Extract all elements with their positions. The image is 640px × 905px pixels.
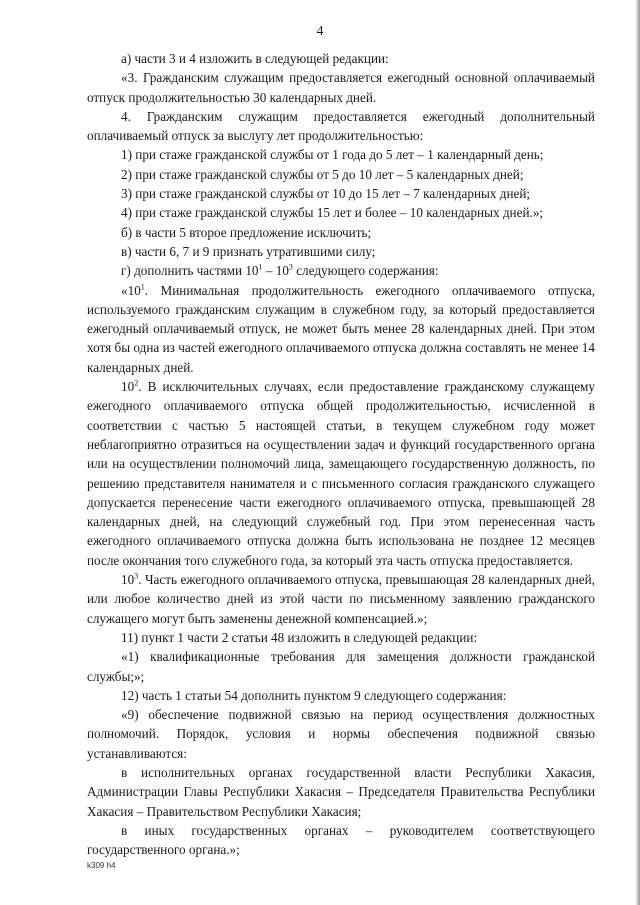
paragraph: $10^2$. В исключительных случаях, если предоставление гражданскому служащему ежегодного оплачиваемого отпуска общей продолжительностью, исчисленной в соответствии с частью 5 настоящей статьи, в текущем служебном году может неблагоприятно отразиться на осуществлении задач и функций государственного органа или на осуществлении полномочий лица, замещающего государственную должность, по решению представителя нанимателя и с письменного согласия гражданского служащего допускается перенесение части ежегодного оплачиваемого отпуска, превышающей 28 календарных дней, на следующий служебный год. При этом перенесенная часть ежегодного оплачиваемого отпуска должна быть использована не позднее 12 месяцев после окончания того служебного года, за который эта часть отпуска предоставляется. (87, 378, 595, 568)
document-body (87, 49, 595, 859)
paragraph: в) части 6, 7 и 9 признать утратившими силу; (121, 243, 376, 259)
paragraph: «3. Гражданским служащим предоставляется ежегодный основной оплачиваемый отпуск продолжительностью 30 календарных дней. (87, 70, 595, 105)
paragraph: 1) при стаже гражданской службы от 1 года до 5 лет – 1 календарный день; (121, 147, 544, 163)
paragraph: 4) при стаже гражданской службы 15 лет и более – 10 календарных дней.»; (121, 205, 544, 221)
paragraph: 12) часть 1 статьи 54 дополнить пунктом 9 следующего содержания: (121, 687, 507, 703)
paragraph: 4. Гражданским служащим предоставляется ежегодный дополнительный оплачиваемый отпуск за выслугу лет продолжительностью: (87, 108, 595, 144)
paragraph: в иных государственных органах – руководителем соответствующего государственного органа.»; (87, 822, 595, 858)
paragraph: «1) квалификационные требования для замещения должности гражданской службы;»; (87, 649, 595, 684)
paragraph: г) дополнить частями $10^1 - 10^3$ следующего содержания: (121, 262, 439, 279)
paragraph: 2) при стаже гражданской службы от 5 до 10 лет – 5 календарных дней; (121, 166, 524, 182)
paragraph: в исполнительных органах государственной власти Республики Хакасия, Администрации Главы Республики Хакасия – Председателя Правительства Республики Хакасия – Правительством Республики Хакасия; (87, 764, 595, 819)
paragraph: 11) пункт 1 части 2 статьи 48 изложить в следующей редакции: (121, 629, 478, 645)
paragraph: а) части 3 и 4 изложить в следующей редакции: (121, 51, 389, 66)
paragraph: б) в части 5 второе предложение исключить; (121, 224, 372, 240)
page-edge-shadow (636, 0, 640, 905)
footer-document-code: k309 h4 (87, 861, 116, 870)
paragraph: «9) обеспечение подвижной связью на период осуществления должностных полномочий. Порядок, условия и нормы обеспечения подвижной связью устанавливаются: (87, 707, 595, 761)
paragraph: «$10^1$. Минимальная продолжительность ежегодного оплачиваемого отпуска, используемого гражданским служащим в служебном году, за который предоставляется ежегодный оплачиваемый отпуск, не может быть менее 28 календарных дней. При этом хотя бы одна из частей ежегодного оплачиваемого отпуска должна составлять не менее 14 календарных дней. (87, 282, 595, 375)
paragraph: 3) при стаже гражданской службы от 10 до 15 лет – 7 календарных дней; (121, 186, 531, 202)
page-number: 4 (316, 24, 324, 39)
paragraph: $10^3$. Часть ежегодного оплачиваемого отпуска, превышающая 28 календарных дней, или любое количество дней из этой части по письменному заявлению гражданского служащего могут быть заменены денежной компенсацией.»; (87, 571, 595, 626)
